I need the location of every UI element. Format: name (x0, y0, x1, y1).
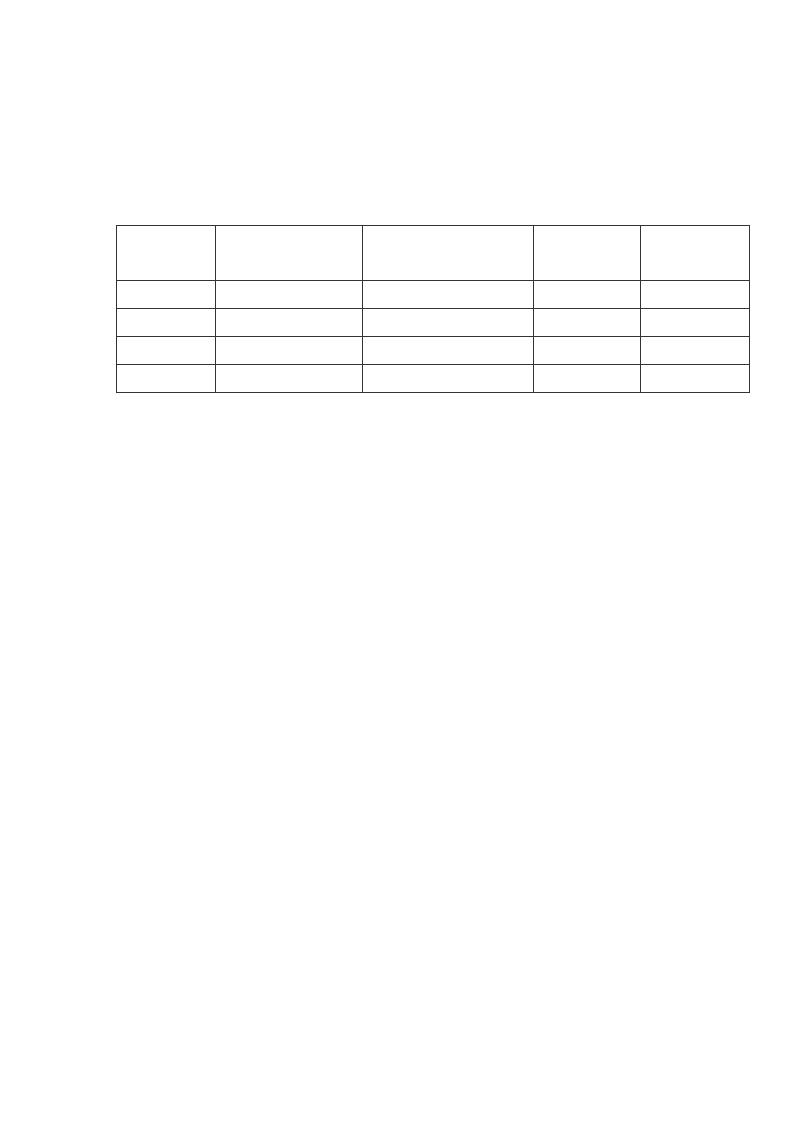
q4-option-d-line-1 (0, 827, 794, 854)
q4-option-b-line-1 (0, 746, 794, 773)
q3-option-c (0, 449, 794, 476)
q4-given-line-4 (0, 665, 794, 692)
table-cell (117, 337, 216, 365)
q3-analysis-line-2 (0, 530, 794, 557)
table-cell (216, 337, 363, 365)
table-row (117, 365, 750, 393)
table-header-cell (363, 226, 534, 281)
table-cell (534, 365, 641, 393)
q3-option-b (0, 422, 794, 449)
table-header-cell (117, 226, 216, 281)
table-cell (534, 309, 641, 337)
q4-analysis-line-2 (0, 908, 794, 935)
table-cell (117, 281, 216, 309)
table-header-cell (216, 226, 363, 281)
table-cell (363, 365, 534, 393)
q3-answer (0, 557, 794, 584)
table-cell (641, 337, 750, 365)
prev-analysis-line-2 (0, 113, 794, 140)
q3-option-a (0, 395, 794, 422)
q4-option-d-line-2 (0, 854, 794, 881)
q4-option-a (0, 719, 794, 746)
q4-analysis-line-1 (0, 881, 794, 908)
table-cell (641, 309, 750, 337)
table-cell (641, 365, 750, 393)
prev-answer (0, 140, 794, 167)
q4-given-line-3 (0, 638, 794, 665)
table-cell (534, 281, 641, 309)
page-content (0, 86, 794, 989)
table-cell (363, 337, 534, 365)
experiment-table (116, 225, 750, 393)
q4-given-line-2 (0, 611, 794, 638)
q3-stem-line-1 (0, 167, 794, 194)
table-cell (216, 309, 363, 337)
prev-analysis-line-1 (0, 86, 794, 113)
q4-option-c (0, 800, 794, 827)
q3-analysis-line-1 (0, 503, 794, 530)
q3-stem-line-2 (0, 194, 794, 221)
table-cell (534, 337, 641, 365)
q4-given-line-1 (0, 584, 794, 611)
table-cell (216, 365, 363, 393)
table-header-cell (534, 226, 641, 281)
q4-answer (0, 935, 794, 962)
q3-option-d (0, 476, 794, 503)
table-row (117, 281, 750, 309)
table-cell (117, 365, 216, 393)
q5-stem (0, 962, 794, 989)
table-row (117, 309, 750, 337)
table-cell (117, 309, 216, 337)
table-header-row (117, 226, 750, 281)
table-cell (363, 309, 534, 337)
table-cell (363, 281, 534, 309)
table-cell (216, 281, 363, 309)
table-cell (641, 281, 750, 309)
q4-prompt (0, 692, 794, 719)
q4-option-b-line-2 (0, 773, 794, 800)
table-header-cell (641, 226, 750, 281)
table-row (117, 337, 750, 365)
